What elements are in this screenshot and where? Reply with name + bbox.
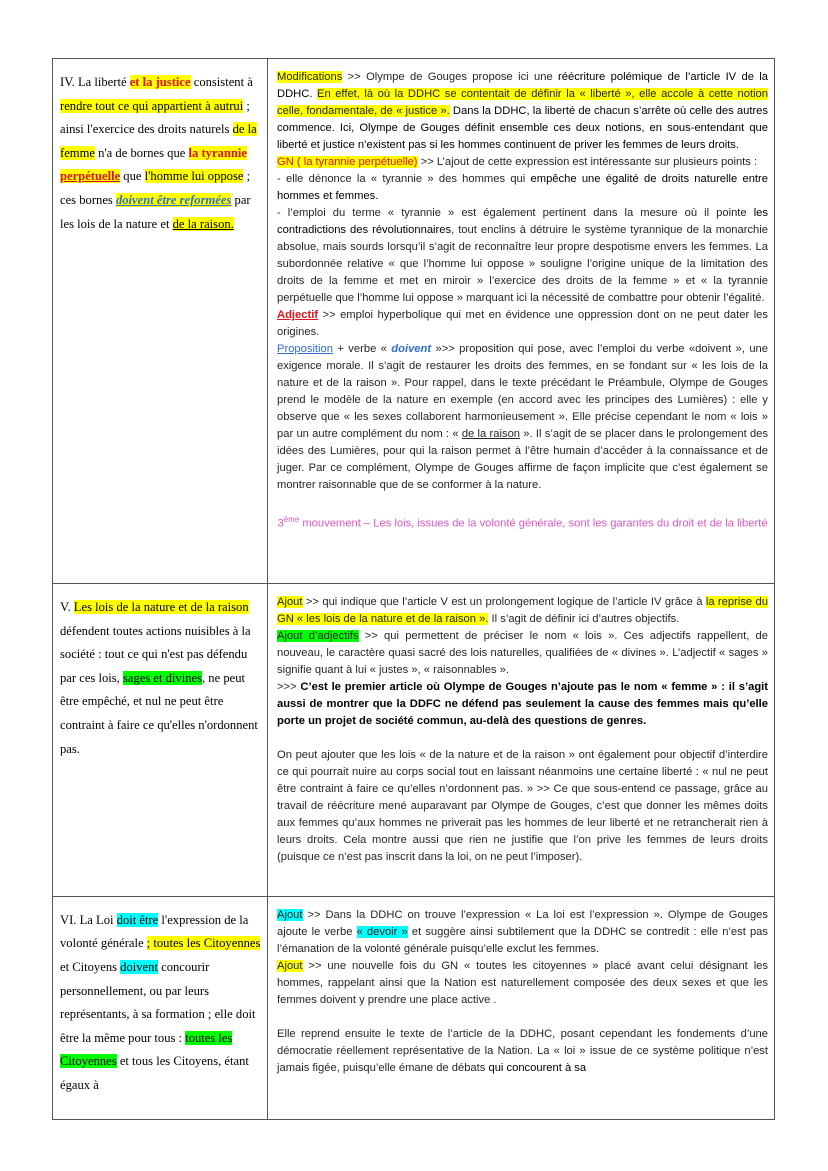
movement-title: mouvement – Les lois, issues de la volonté générale, sont les garantes du droit et de la liberté (299, 517, 768, 530)
comment-v (268, 583, 775, 896)
highlight-de-la-femme: de la femme (60, 122, 257, 160)
text-span: Il s’agit de définir ici d’autres objectifs. (488, 612, 680, 625)
movement-sup: ème (283, 515, 300, 524)
comment-paragraph (277, 307, 768, 341)
highlight-toutes-citoyennes: toutes les Citoyennes (60, 1030, 233, 1069)
movement-heading (277, 511, 768, 533)
text-span: et Citoyens (60, 960, 121, 975)
comment-paragraph (277, 958, 768, 1009)
text-span: ; ainsi l'exercice des droits naturels (60, 98, 250, 137)
emphasis-text: qui concourent à sa (488, 1061, 587, 1074)
text-span: + verbe « (332, 343, 392, 355)
text-span: concourir personnellement, ou par leurs représentants, à sa formation ; elle doit être la même pour tous : (60, 960, 256, 1045)
text-span: IV. La liberté (60, 75, 130, 89)
comment-vi (268, 896, 775, 1119)
text-span: >> Dans la DDHC on trouve l’expression « La loi est l’expression ». Olympe de Gouges ajoute le verbe (277, 908, 768, 938)
text-span: >> emploi hyperbolique qui met en évidence une oppression dont on ne peut dater les origines. (277, 309, 768, 338)
text-span: >>> (277, 680, 301, 693)
label-ajout-adjectifs: Ajout d’adjectifs (277, 629, 359, 642)
article-v-text (53, 583, 268, 896)
text-span: que (120, 169, 145, 184)
comment-paragraph (277, 628, 768, 679)
label-ajout: Ajout (277, 959, 303, 972)
comparison-table (52, 58, 775, 1120)
comment-paragraph (277, 907, 768, 958)
comment-paragraph (277, 1026, 768, 1077)
highlight-rendre: rendre tout ce qui appartient à autrui (60, 98, 244, 113)
row-article-v (53, 583, 775, 896)
emphasis-text: empêche une égalité de droits naturelle entre hommes et femmes. (277, 173, 768, 202)
text-span: Elle reprend ensuite le texte de l’article de la DDHC, posant cependant les fondements d’une démocratie réellement représentative de la Nation. La « loi » issue de ce système politique n’est jamais figée, puisqu’elle émane de débats (277, 1027, 768, 1074)
text-span: >> qui indique que l’article V est un prolongement logique de l’article IV grâce à (302, 595, 706, 608)
text-span: >> Olympe de Gouges propose ici une (342, 71, 559, 83)
label-adjectif: Adjectif (277, 309, 319, 321)
article-iv-text (53, 59, 268, 584)
comment-paragraph (277, 69, 768, 154)
row-article-vi (53, 896, 775, 1119)
bold-statement: C’est le premier article où Olympe de Gouges n’ajoute pas le nom « femme » : il s’agit aussi de montrer que la DDFC ne défend pas seulement la cause des femmes mais qu’elle porte un projet de société commun, au-delà des questions de genres. (277, 680, 768, 727)
label-doivent: doivent (391, 343, 432, 355)
text-span: ; ces bornes (60, 169, 251, 207)
comment-paragraph (277, 154, 768, 171)
label-modifications: Modifications (277, 71, 343, 83)
text-span: , tout enclins à détruire le système tyrannique de la monarchie absolue, mais sourds lorsqu’il s’agit de reconnaître leur propre despotisme envers les femmes. La subordonnée relative « que l’homme lui oppose » souligne l’origine unique de la limitation des droits de la femme et met en miroir » l’exercice des droits de la femme » et « la tyrannie perpétuelle que l’homme lui oppose » marquant ici la nécessité de combattre pour obtenir l’égalité. (277, 224, 768, 304)
highlight-text: la reprise du GN « les lois de la nature et de la raison ». (277, 595, 768, 625)
text-span: ». Il s’agit de se placer dans le prolongement des idées des Lumières, pour qui la raison permet à l’être humain d’accéder à la connaissance et de juger. Par ce complément, Olympe de Gouges affirme de façon implicite que c’est également se montrer raisonnable que de se conformer à la nature. (277, 428, 768, 491)
comment-paragraph: On peut ajouter que les lois « de la nature et de la raison » ont également pour objectif d’interdire ce qui pourrait nuire au corps social tout en laissant néanmoins une certaine liberté : « nul ne peut être contraint à faire ce qu’elles n’ordonnent pas. » >> Ce que sous-entend ce passage, grâce au travail de réécriture mené auparavant par Olympe de Gouges, c’est que donner les mêmes doits aux femmes qu’aux hommes ne priverait pas les hommes de leur liberté et ne retrancherait rien à leurs droits. Cela montre aussi que rien ne justifie que l’on prive les femmes de leurs droits (puisque ce n’est pas inscrit dans la loi, on ne peut l’imposer). (277, 748, 768, 863)
comment-paragraph (277, 594, 768, 628)
label-gn: GN ( la tyrannie perpétuelle) (277, 156, 418, 168)
text-span: par les lois de la nature et (60, 192, 251, 231)
highlight-citoyennes: ; toutes les Citoyennes (146, 936, 261, 951)
text-span: l'expression de la volonté générale (60, 912, 249, 951)
highlight-doivent: doivent être reformées (115, 192, 232, 207)
comment-iv (268, 59, 775, 584)
emphasis-text: réécriture polémique de l’article IV de la DDHC (277, 71, 769, 100)
text-span: défendent toutes actions nuisibles à la société : tout ce qui n'est pas défendu par ces lois, (60, 623, 251, 685)
highlight-doit-etre: doit être (116, 912, 159, 927)
highlight-lois: Les lois de la nature et de la raison (73, 599, 249, 614)
text-span: >> L’ajout de cette expression est intéressante sur plusieurs points : (417, 156, 758, 168)
highlight-sages: sages et divines (122, 670, 202, 685)
text-span: - l’emploi du terme « tyrannie » est également pertinent dans la mesure où il pointe (277, 207, 754, 219)
highlight-tyrannie: la tyrannie (188, 145, 247, 160)
label-ajout: Ajout (277, 595, 303, 608)
text-span: >> une nouvelle fois du GN « toutes les citoyennes » placé avant celui désignant les hommes, rappelant ainsi que la Nation est naturellement composée des deux sexes et que les femmes doivent y prendre une place active . (277, 959, 768, 1006)
comment-paragraph (277, 205, 768, 307)
text-span: »>> proposition qui pose, avec l’emploi du verbe «doivent », une exigence morale. Il s’agit de restaurer les droits des femmes, en se fondant sur « les lois de la nature et de la raison ». Pour rappel, dans le texte précédant le Préambule, Olympe de Gouges prend le modèle de la nature en exemple (en accord avec les principes des Lumières) : elle y observe que « les sexes collaborent harmonieusement ». Elle précise cependant le nom « lois » par un autre complément du nom : « (277, 343, 768, 440)
text-span: V. (60, 599, 74, 614)
text-span: VI. La Loi (60, 912, 117, 927)
highlight-raison: de la raison. (172, 216, 234, 231)
label-ajout: Ajout (277, 908, 303, 921)
comment-paragraph (277, 171, 768, 205)
highlight-devoir: « devoir » (356, 925, 408, 938)
highlight-text: En effet, là où la DDHC se contentait de définir la « liberté », elle accole à cette notion celle, fondamentale, de « justice ». (277, 88, 768, 117)
row-article-iv (53, 59, 775, 584)
movement-number: 3 (277, 517, 284, 530)
emphasis-text: Dans la DDHC, la liberté de chacun s’arrête où celle des autres commence. Ici, Olympe de Gouges définit ensemble ces deux notions, en sous-entendant que liberté et justice n’existent pas si les hommes continuent de priver les femmes de leurs droits. (277, 105, 768, 151)
article-vi-text (53, 896, 268, 1119)
label-proposition: Proposition (277, 343, 333, 355)
text-span: consistent à (190, 75, 253, 89)
text-span: - elle dénonce la « tyrannie » des hommes qui (277, 173, 531, 185)
emphasis-text: les contradictions des révolutionnaires (277, 207, 768, 236)
text-span: et tous les Citoyens, étant égaux à (60, 1054, 249, 1093)
comment-paragraph (277, 679, 768, 730)
highlight-homme-oppose: l'homme lui oppose (144, 169, 244, 184)
text-span: n'a de bornes que (94, 145, 189, 160)
text-span: . (309, 88, 317, 100)
highlight-doivent: doivent (120, 960, 158, 975)
text-span: >> qui permettent de préciser le nom « lois ». Ces adjectifs rappellent, de nouveau, le caractère quasi sacré des lois naturelles, qualifiées de « divines ». L’adjectif « sages » signifie quant à lui « justes », « raisonnables ». (277, 629, 768, 676)
text-span: et suggère ainsi subtilement que la DDHC se contredit : elle n’est pas l’émanation de la volonté générale puisqu’elle exclut les femmes. (277, 925, 768, 955)
comment-paragraph (277, 341, 768, 494)
text-span: , ne peut être empêché, et nul ne peut être contraint à faire ce qu'elles n'ordonnent pas. (60, 670, 258, 756)
highlight-justice: et la justice (129, 75, 191, 89)
highlight-perpetuelle: perpétuelle (60, 169, 121, 184)
underlined-text: de la raison (461, 428, 521, 440)
